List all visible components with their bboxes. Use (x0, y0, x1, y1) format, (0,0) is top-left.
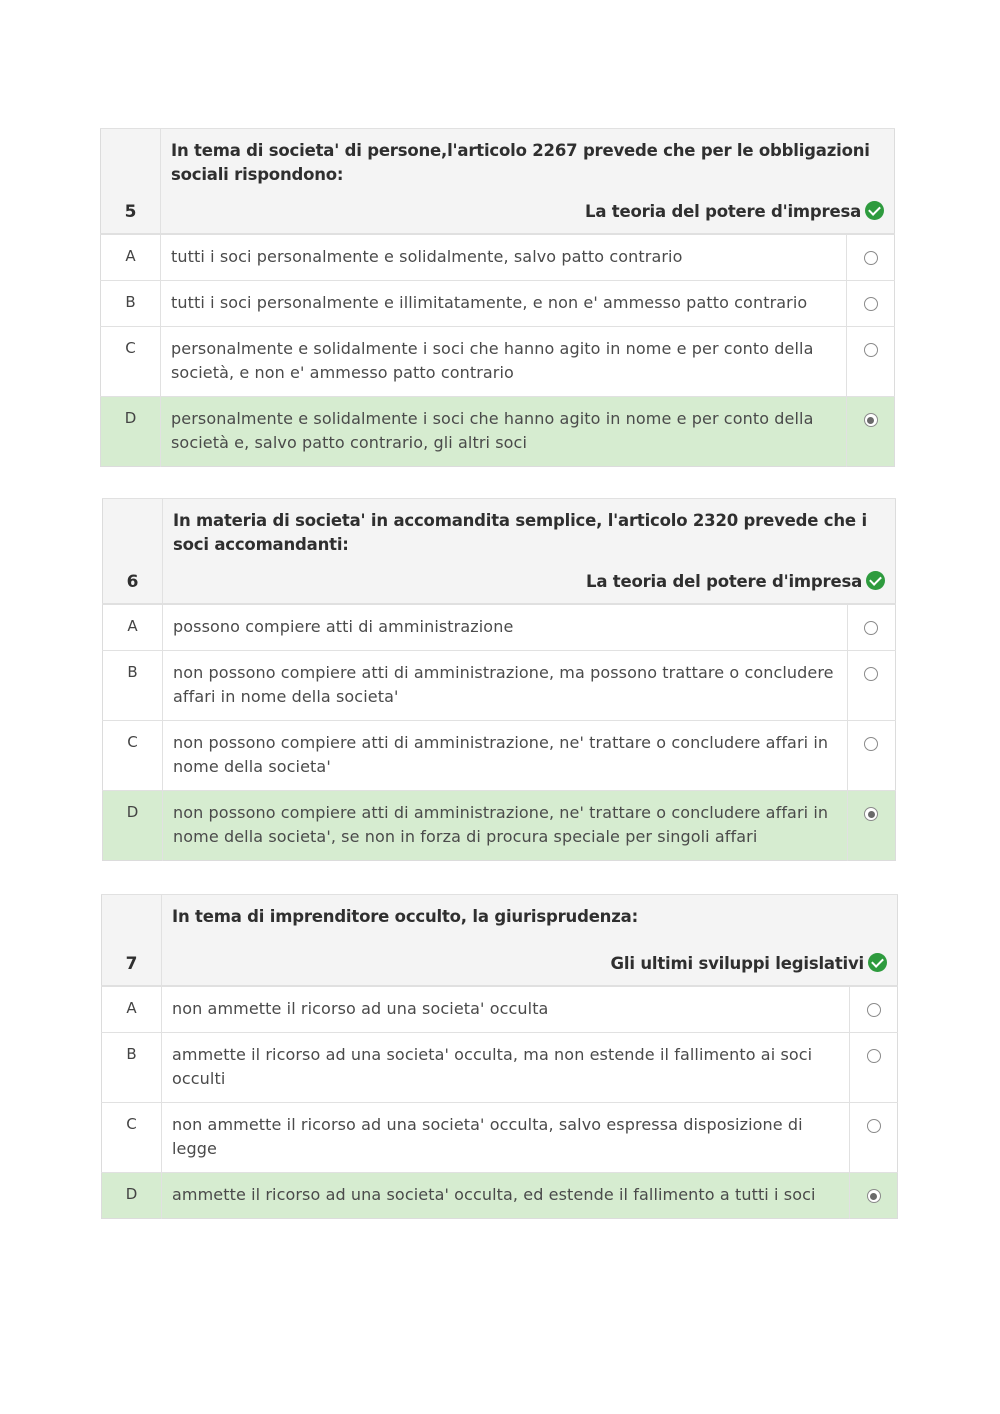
question-header-cell (161, 129, 895, 235)
answer-radio-cell (847, 281, 895, 327)
question-header (101, 129, 895, 235)
answer-radio-cell (850, 1173, 898, 1219)
question-number: 7 (125, 954, 138, 974)
question-number-cell (101, 129, 161, 235)
answer-radio-cell (850, 1103, 898, 1173)
answer-row-a[interactable] (101, 234, 895, 281)
answer-text: tutti i soci personalmente e solidalmente, salvo patto contrario (161, 234, 847, 281)
answer-letter: D (101, 397, 161, 467)
question-header (102, 895, 898, 987)
answer-row-b[interactable] (103, 651, 896, 721)
radio-button[interactable] (864, 297, 878, 311)
answer-text: non ammette il ricorso ad una societa' occulta, salvo espressa disposizione di legge (162, 1103, 850, 1173)
answer-radio-cell (847, 721, 895, 791)
answer-radio-cell (850, 986, 898, 1033)
radio-button[interactable] (864, 737, 878, 751)
answer-row-a[interactable] (103, 604, 896, 651)
answer-radio-cell (847, 604, 895, 651)
answer-radio-cell (847, 651, 895, 721)
topic-line (173, 571, 885, 593)
radio-button[interactable] (864, 667, 878, 681)
answer-row-c[interactable] (103, 721, 896, 791)
radio-button[interactable] (864, 343, 878, 357)
topic-label: Gli ultimi sviluppi legislativi (610, 954, 864, 973)
answer-row-b[interactable] (101, 281, 895, 327)
answer-text: tutti i soci personalmente e illimitatamente, e non e' ammesso patto contrario (161, 281, 847, 327)
check-circle-icon (868, 953, 887, 972)
answer-row-b[interactable] (102, 1033, 898, 1103)
radio-button[interactable] (867, 1003, 881, 1017)
answer-radio-cell (847, 791, 895, 861)
answer-radio-cell (847, 397, 895, 467)
question-card-7 (101, 894, 898, 1219)
answer-text: non possono compiere atti di amministrazione, ne' trattare o concludere affari in nome della societa' (163, 721, 848, 791)
answer-row-c[interactable] (101, 327, 895, 397)
answer-letter: A (102, 986, 162, 1033)
question-text: In materia di societa' in accomandita semplice, l'articolo 2320 prevede che i soci accomandanti: (173, 511, 867, 554)
answer-text: ammette il ricorso ad una societa' occulta, ed estende il fallimento a tutti i soci (162, 1173, 850, 1219)
answer-row-d[interactable] (102, 1173, 898, 1219)
question-header-cell (163, 499, 896, 605)
radio-button[interactable] (864, 251, 878, 265)
answer-text: non ammette il ricorso ad una societa' occulta (162, 986, 850, 1033)
question-header (103, 499, 896, 605)
answer-letter: D (103, 791, 163, 861)
answer-radio-cell (847, 327, 895, 397)
radio-button[interactable] (867, 1119, 881, 1133)
answer-letter: C (103, 721, 163, 791)
answer-letter: C (102, 1103, 162, 1173)
answer-text: non possono compiere atti di amministrazione, ma possono trattare o concludere affari in nome della societa' (163, 651, 848, 721)
question-card-5 (100, 128, 895, 467)
topic-line (172, 953, 887, 975)
answer-radio-cell (850, 1033, 898, 1103)
question-text: In tema di imprenditore occulto, la giurisprudenza: (172, 907, 638, 926)
answer-letter: D (102, 1173, 162, 1219)
topic-label: La teoria del potere d'impresa (585, 202, 861, 221)
check-circle-icon (866, 571, 885, 590)
radio-button[interactable] (864, 621, 878, 635)
answer-text: non possono compiere atti di amministrazione, ne' trattare o concludere affari in nome della societa', se non in forza di procura speciale per singoli affari (163, 791, 848, 861)
answer-row-d[interactable] (101, 397, 895, 467)
answer-letter: B (103, 651, 163, 721)
answer-row-d[interactable] (103, 791, 896, 861)
answer-text: personalmente e solidalmente i soci che hanno agito in nome e per conto della società, e non e' ammesso patto contrario (161, 327, 847, 397)
answer-letter: B (101, 281, 161, 327)
answer-row-a[interactable] (102, 986, 898, 1033)
radio-button-selected[interactable] (864, 807, 878, 821)
question-header-cell (162, 895, 898, 987)
answer-radio-cell (847, 234, 895, 281)
radio-button-selected[interactable] (867, 1189, 881, 1203)
question-number-cell (102, 895, 162, 987)
question-number-cell (103, 499, 163, 605)
answer-text: ammette il ricorso ad una societa' occulta, ma non estende il fallimento ai soci occulti (162, 1033, 850, 1103)
radio-button[interactable] (867, 1049, 881, 1063)
answer-text: personalmente e solidalmente i soci che hanno agito in nome e per conto della società e, salvo patto contrario, gli altri soci (161, 397, 847, 467)
question-text: In tema di societa' di persone,l'articolo 2267 prevede che per le obbligazioni sociali rispondono: (171, 141, 870, 184)
check-circle-icon (865, 201, 884, 220)
answer-row-c[interactable] (102, 1103, 898, 1173)
topic-line (171, 201, 884, 223)
question-card-6 (102, 498, 896, 861)
question-number: 6 (126, 572, 139, 592)
question-number: 5 (124, 202, 137, 222)
topic-label: La teoria del potere d'impresa (586, 572, 862, 591)
answer-letter: A (101, 234, 161, 281)
answer-text: possono compiere atti di amministrazione (163, 604, 848, 651)
radio-button-selected[interactable] (864, 413, 878, 427)
answer-letter: A (103, 604, 163, 651)
answer-letter: C (101, 327, 161, 397)
answer-letter: B (102, 1033, 162, 1103)
